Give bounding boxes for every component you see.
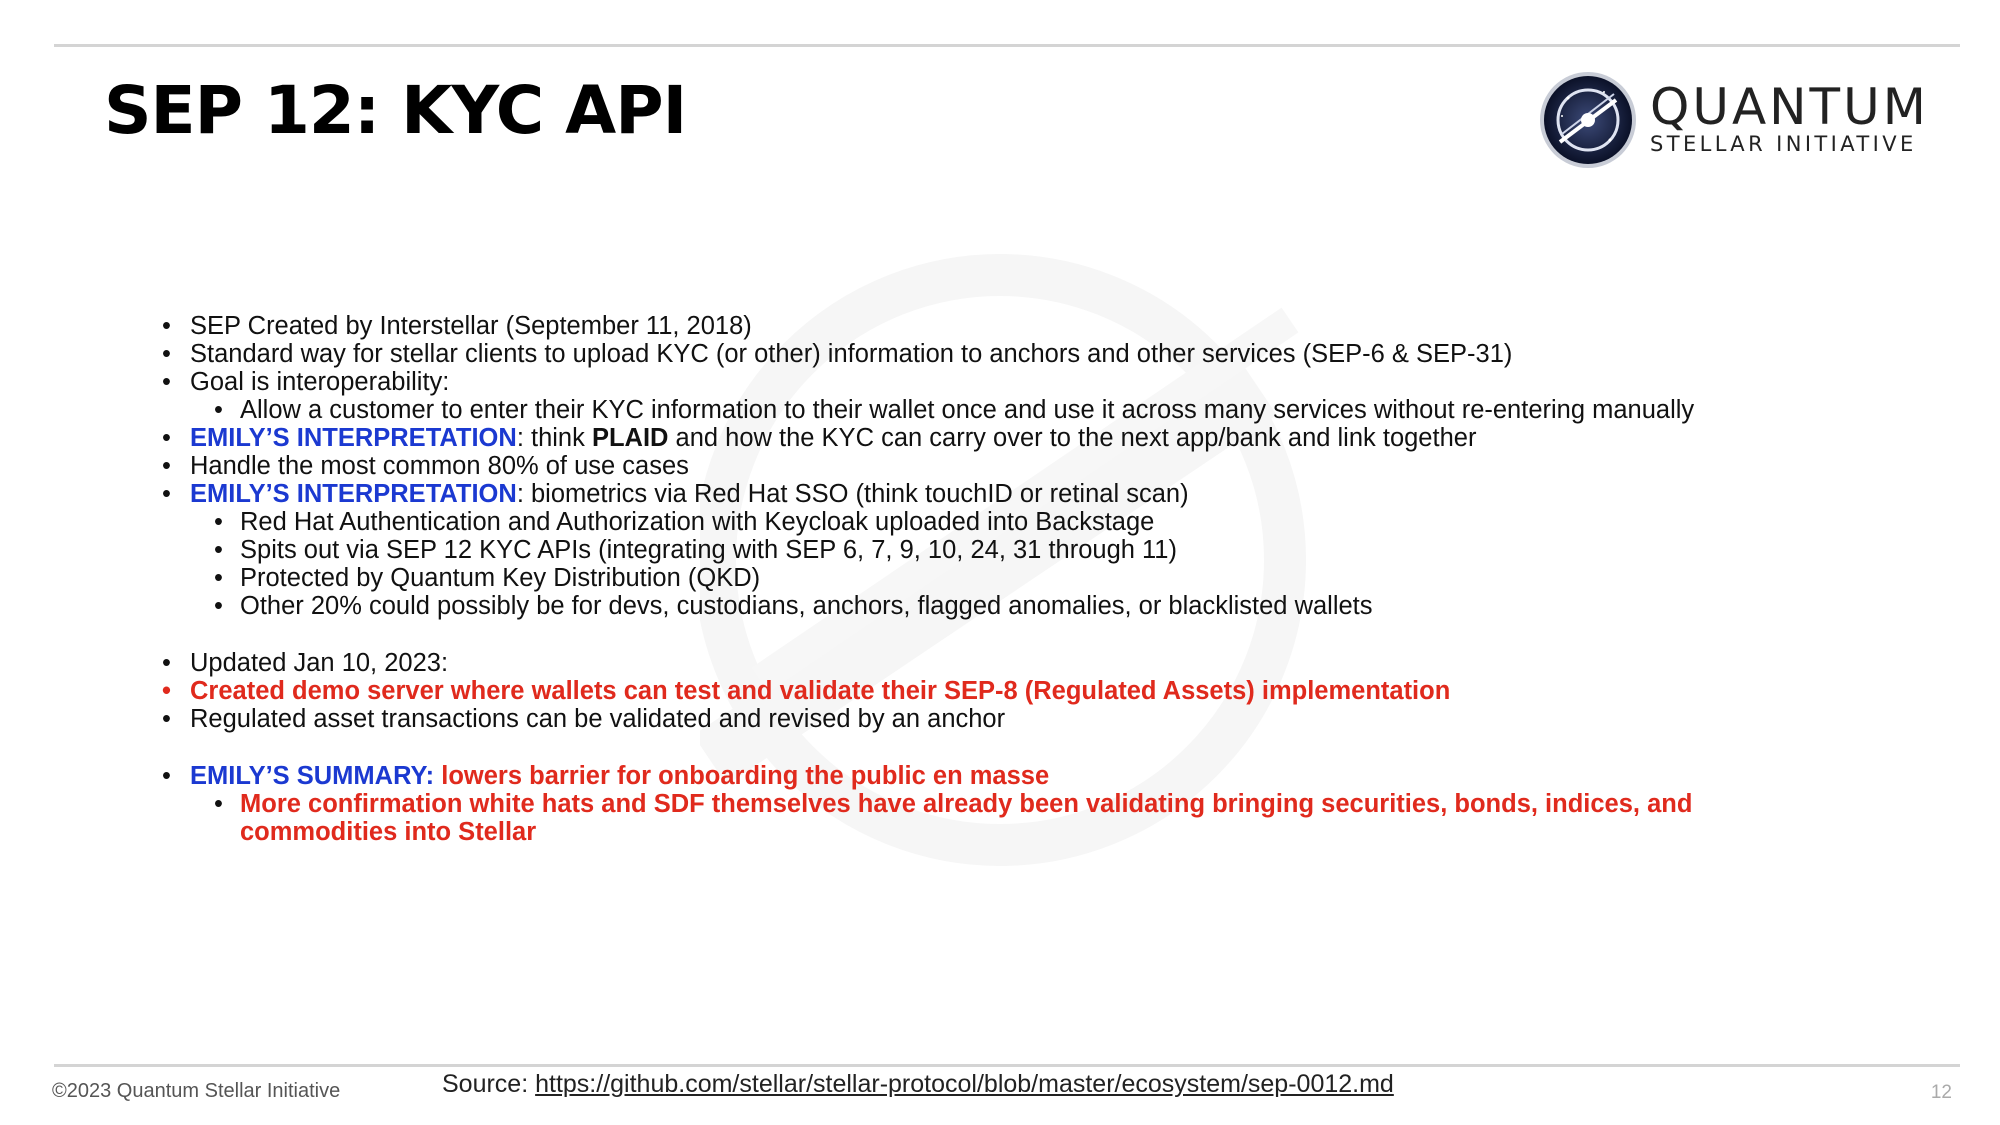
bullet-marker: • [214,790,223,818]
bullet-marker: • [214,536,223,564]
list-item [162,649,449,677]
logo-wordmark-line2: STELLAR INITIATIVE [1650,132,1917,156]
list-item [214,592,1373,620]
list-item-continuation [240,818,536,846]
bullet-marker: • [162,424,171,452]
bullet-text: Allow a customer to enter their KYC information to their wallet once and use it across many services without re-entering manually [240,396,1695,424]
bullet-text: Goal is interoperability: [190,368,450,396]
bullet-marker: • [162,649,171,677]
footer-divider [54,1064,1960,1067]
bullet-marker: • [162,762,171,790]
bullet-marker: • [162,340,171,368]
page-number: 12 [1930,1082,1952,1103]
bullet-text: lowers barrier for onboarding the public en masse [441,762,1050,790]
source-citation [442,1070,1394,1099]
bullet-text: Regulated asset transactions can be validated and revised by an anchor [190,705,1006,733]
slide-title: SEP 12: KYC API [104,72,687,149]
bullet-marker: • [162,480,171,508]
bullet-text: Created demo server where wallets can test and validate their SEP-8 (Regulated Assets) implementation [190,677,1451,705]
bullet-text: : biometrics via Red Hat SSO (think touchID or retinal scan) [516,480,1189,508]
header-divider [54,44,1960,47]
list-item [162,452,689,480]
source-link[interactable]: https://github.com/stellar/stellar-protocol/blob/master/ecosystem/sep-0012.md [535,1070,1394,1098]
bullet-text: Handle the most common 80% of use cases [190,452,689,480]
bullet-text: More confirmation white hats and SDF themselves have already been validating bringing securities, bonds, indices, and [240,790,1693,818]
bullet-marker: • [214,396,223,424]
list-item [162,340,1513,368]
emily-summary-label: EMILY’S SUMMARY [190,762,426,790]
bullet-marker: • [214,508,223,536]
list-item [162,677,1451,705]
bullet-text: and how the KYC can carry over to the next app/bank and link together [668,424,1477,452]
plaid-emphasis: PLAID [591,424,669,452]
bullet-text: Other 20% could possibly be for devs, custodians, anchors, flagged anomalies, or blacklisted wallets [240,592,1373,620]
bullet-marker: • [162,705,171,733]
copyright-text: ©2023 Quantum Stellar Initiative [52,1080,341,1102]
source-label: Source: [442,1070,536,1098]
bullet-text: Spits out via SEP 12 KYC APIs (integrating with SEP 6, 7, 9, 10, 24, 31 through 11) [240,536,1177,564]
list-item [162,480,1189,508]
list-item [162,368,450,396]
emily-interpretation-label: EMILY’S INTERPRETATION [190,424,517,452]
list-item [162,424,1477,452]
list-item [214,536,1177,564]
bullet-marker: • [162,312,171,340]
list-item [214,564,761,592]
bullet-text: commodities into Stellar [240,818,537,846]
bullet-marker: • [162,677,171,705]
label-separator: : [425,762,442,790]
emily-interpretation-label: EMILY’S INTERPRETATION [190,480,517,508]
bullet-text: : think [516,424,592,452]
bullet-text: SEP Created by Interstellar (September 11, 2018) [190,312,752,340]
bullet-marker: • [214,592,223,620]
list-item [214,396,1695,424]
bullet-text: Updated Jan 10, 2023: [190,649,449,677]
list-item [214,508,1155,536]
bullet-text: Protected by Quantum Key Distribution (QKD) [240,564,761,592]
bullet-marker: • [162,452,171,480]
list-item [162,762,1050,790]
logo-wordmark-line1: QUANTUM [1650,78,1929,136]
bullet-text: Red Hat Authentication and Authorization with Keycloak uploaded into Backstage [240,508,1155,536]
stellar-rocket-badge-icon [1538,70,1638,170]
list-item [214,790,1693,818]
bullet-marker: • [162,368,171,396]
bullet-marker: • [214,564,223,592]
bullet-text: Standard way for stellar clients to upload KYC (or other) information to anchors and other services (SEP-6 & SEP-31) [190,340,1513,368]
list-item [162,705,1006,733]
list-item [162,312,752,340]
quantum-stellar-logo [1538,70,1950,174]
